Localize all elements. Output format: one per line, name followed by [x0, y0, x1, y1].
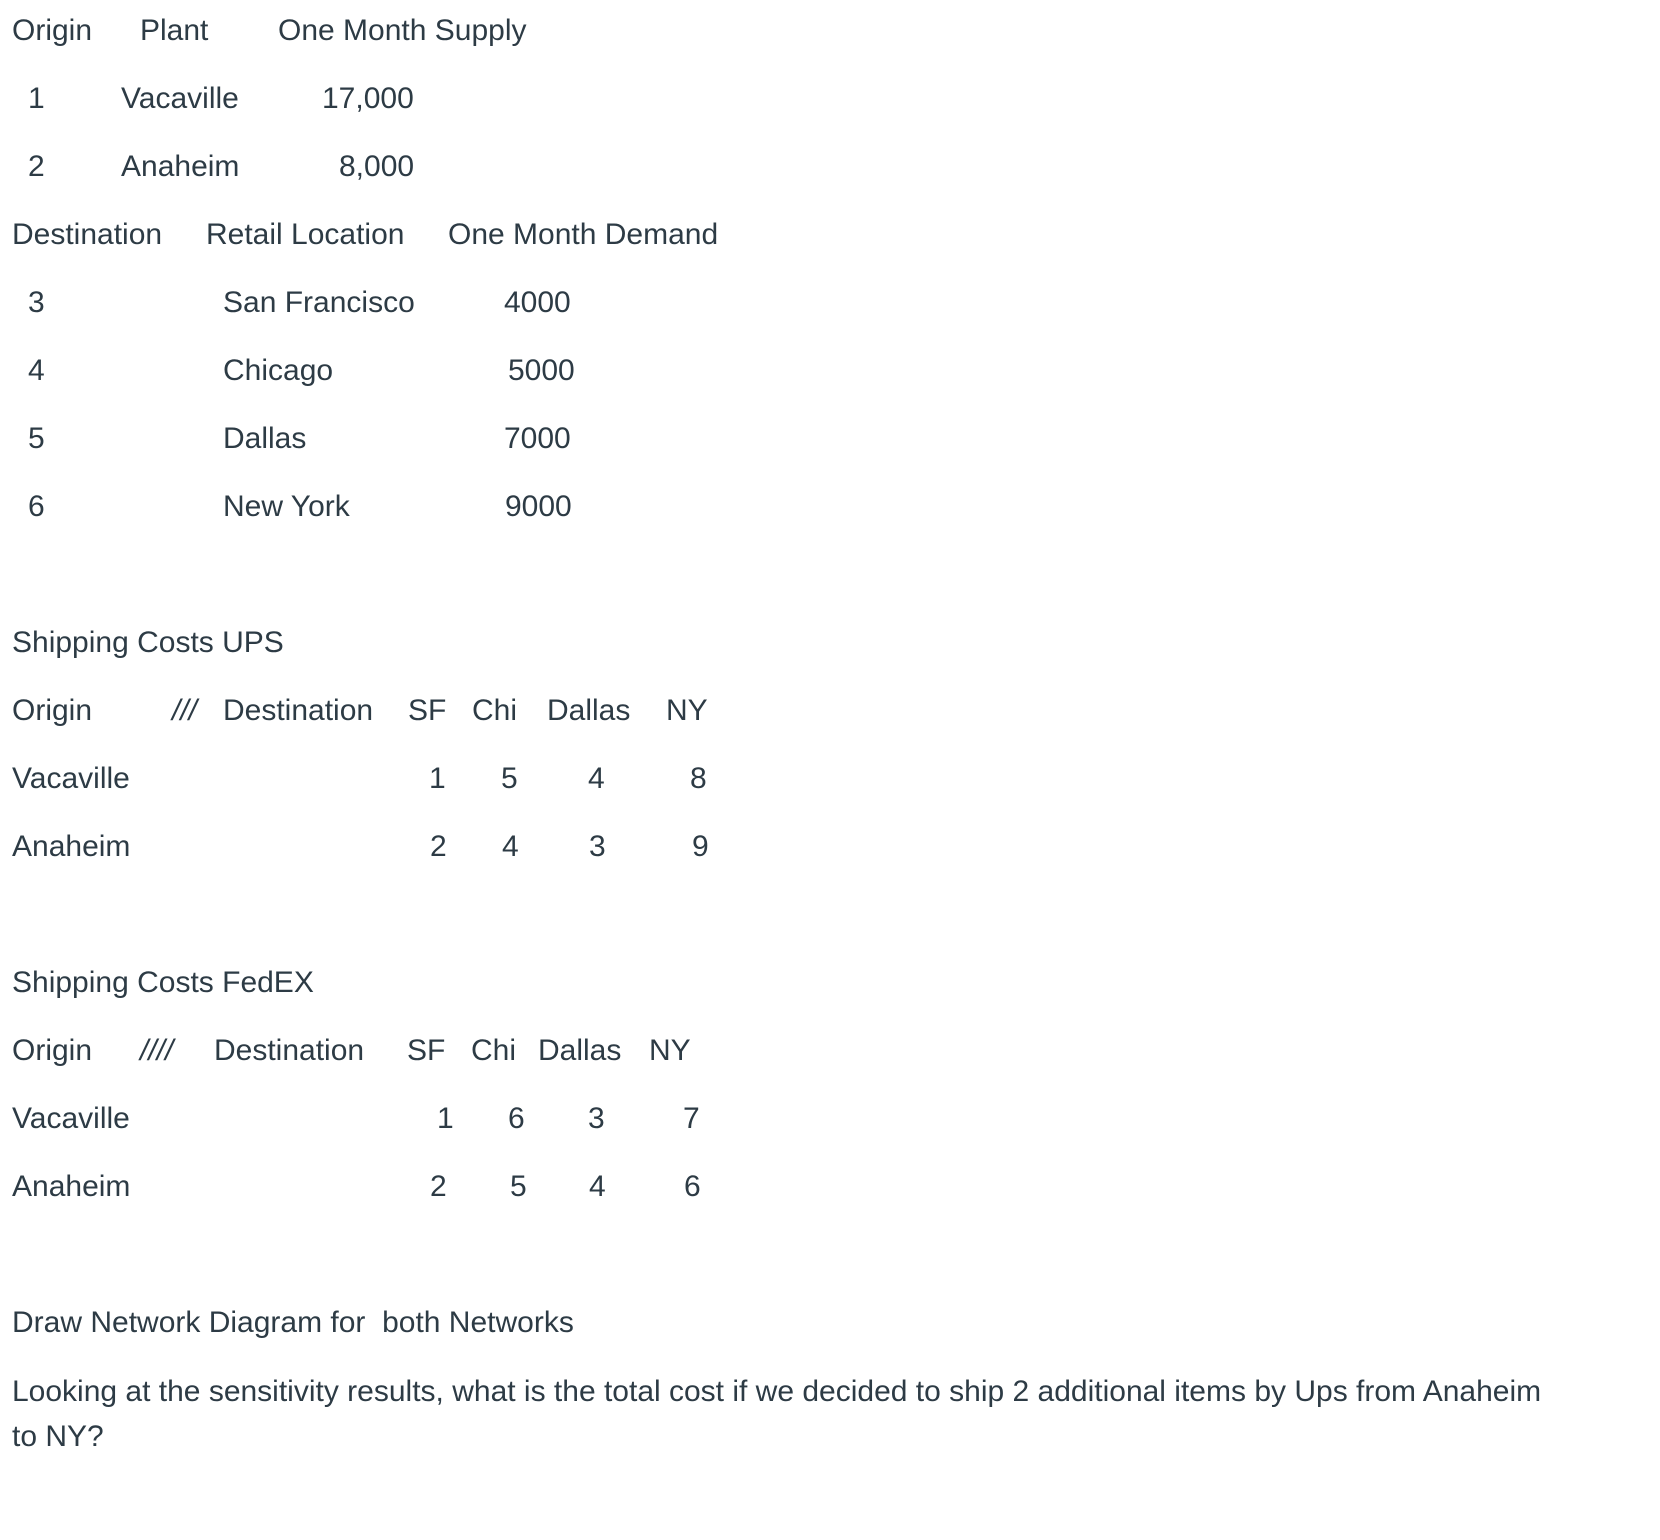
- demand-value-cell: 9000: [505, 490, 572, 523]
- ups-cost-cell: 1: [429, 762, 446, 795]
- ups-title: Shipping Costs UPS: [12, 626, 284, 659]
- demand-location-cell: Chicago: [223, 354, 334, 387]
- fedex-cost-cell: 6: [684, 1170, 701, 1203]
- fedex-header-col-dallas: Dallas: [538, 1034, 622, 1067]
- supply-value-cell: 8,000: [339, 150, 415, 183]
- supply-plant-cell: Vacaville: [121, 82, 239, 115]
- demand-value-cell: 4000: [504, 286, 571, 319]
- demand-destination-cell: 6: [28, 490, 45, 523]
- demand-destination-cell: 5: [28, 422, 45, 455]
- fedex-header-col-sf: SF: [407, 1034, 446, 1067]
- demand-header-location: Retail Location: [206, 218, 405, 251]
- ups-header-destination: Destination: [223, 694, 374, 727]
- ups-cost-cell: 3: [589, 830, 606, 863]
- fedex-header-col-ny: NY: [649, 1034, 691, 1067]
- demand-header-demand: One Month Demand: [448, 218, 719, 251]
- supply-header-supply: One Month Supply: [278, 14, 527, 47]
- fedex-header-destination: Destination: [214, 1034, 365, 1067]
- ups-header-col-ny: NY: [666, 694, 708, 727]
- fedex-cost-cell: 7: [683, 1102, 700, 1135]
- fedex-cost-cell: 5: [510, 1170, 527, 1203]
- fedex-cost-cell: 3: [588, 1102, 605, 1135]
- fedex-header-col-chi: Chi: [471, 1034, 517, 1067]
- ups-header-origin: Origin: [12, 694, 93, 727]
- fedex-header-separator: ////: [140, 1034, 174, 1067]
- supply-header-origin: Origin: [12, 14, 93, 47]
- ups-cost-cell: 9: [692, 830, 709, 863]
- fedex-title: Shipping Costs FedEX: [12, 966, 314, 999]
- ups-row-origin: Vacaville: [12, 762, 130, 795]
- ups-header-col-sf: SF: [408, 694, 447, 727]
- demand-location-cell: San Francisco: [223, 286, 415, 319]
- fedex-row-origin: Anaheim: [12, 1170, 131, 1203]
- ups-header-col-dallas: Dallas: [547, 694, 631, 727]
- demand-header-destination: Destination: [12, 218, 163, 251]
- ups-header-col-chi: Chi: [472, 694, 518, 727]
- ups-cost-cell: 4: [502, 830, 519, 863]
- fedex-cost-cell: 2: [430, 1170, 447, 1203]
- ups-cost-cell: 5: [501, 762, 518, 795]
- question-sensitivity: Looking at the sensitivity results, what is the total cost if we decided to ship 2 additional items by Ups from Anaheim to NY?: [12, 1375, 1542, 1453]
- supply-header-plant: Plant: [140, 14, 209, 47]
- fedex-cost-cell: 4: [589, 1170, 606, 1203]
- ups-header-separator: ///: [172, 694, 198, 727]
- ups-cost-cell: 8: [690, 762, 707, 795]
- demand-destination-cell: 3: [28, 286, 45, 319]
- question-network-diagram: Draw Network Diagram for both Networks: [12, 1306, 574, 1339]
- demand-destination-cell: 4: [28, 354, 45, 387]
- ups-row-origin: Anaheim: [12, 830, 131, 863]
- fedex-cost-cell: 6: [508, 1102, 525, 1135]
- fedex-row-origin: Vacaville: [12, 1102, 130, 1135]
- supply-origin-cell: 2: [28, 150, 45, 183]
- demand-value-cell: 7000: [504, 422, 571, 455]
- ups-cost-cell: 4: [588, 762, 605, 795]
- fedex-header-origin: Origin: [12, 1034, 93, 1067]
- demand-location-cell: New York: [223, 490, 350, 523]
- supply-origin-cell: 1: [28, 82, 45, 115]
- demand-value-cell: 5000: [508, 354, 575, 387]
- demand-location-cell: Dallas: [223, 422, 307, 455]
- supply-value-cell: 17,000: [322, 82, 414, 115]
- ups-cost-cell: 2: [430, 830, 447, 863]
- fedex-cost-cell: 1: [437, 1102, 454, 1135]
- supply-plant-cell: Anaheim: [121, 150, 240, 183]
